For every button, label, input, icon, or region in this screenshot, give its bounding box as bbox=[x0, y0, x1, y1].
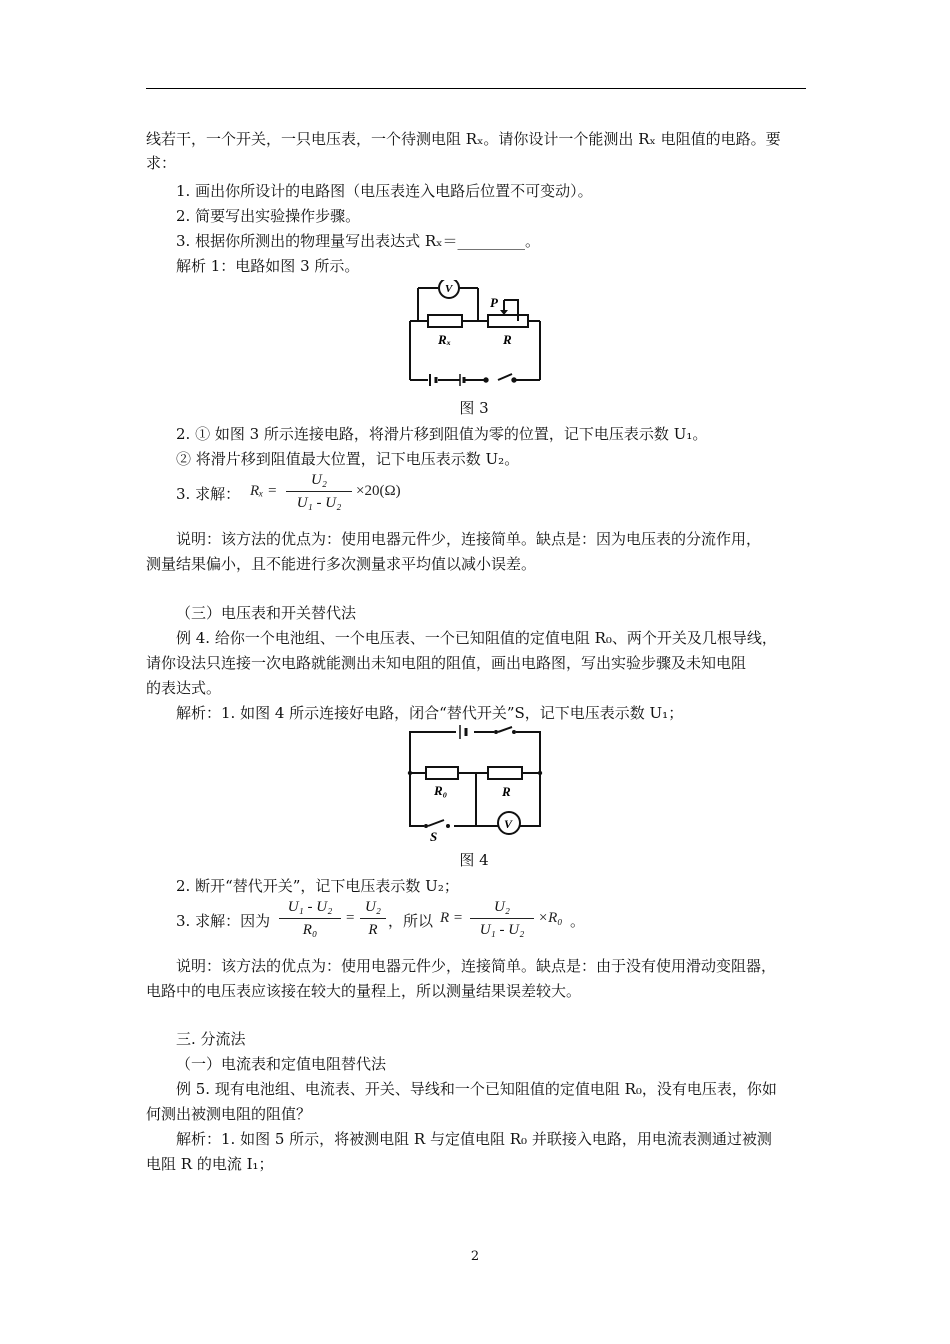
figure-4-caption: 图 4 bbox=[459, 851, 489, 869]
section-heading: （一）电流表和定值电阻替代法 bbox=[176, 1055, 387, 1073]
formula-2-fraction-left bbox=[279, 897, 341, 940]
text-line: 例 5. 现有电池组、电流表、开关、导线和一个已知阻值的定值电阻 R₀，没有电压表，你如 bbox=[176, 1080, 777, 1098]
fig3-label-rx: Rₓ bbox=[438, 332, 452, 347]
formula-2b-numerator: U₂ bbox=[364, 899, 382, 915]
formula-2-equals: = bbox=[346, 910, 355, 926]
section-heading: （三）电压表和开关替代法 bbox=[176, 604, 357, 622]
formula-2-numerator: U₁ - U₂ bbox=[287, 899, 333, 915]
formula-1-fraction bbox=[286, 470, 352, 513]
header-rule bbox=[146, 88, 806, 89]
formula-3-fraction bbox=[470, 897, 534, 940]
fig4-label-s: S bbox=[430, 829, 438, 844]
text-line: 测量结果偏小，且不能进行多次测量求平均值以减小误差。 bbox=[146, 555, 537, 573]
formula-3-denominator: U₁ - U₂ bbox=[479, 922, 525, 938]
text-line: 说明：该方法的优点为：使用电器元件少，连接简单。缺点是：由于没有使用滑动变阻器， bbox=[176, 957, 777, 975]
formula-2b-denominator: R bbox=[368, 922, 378, 938]
text-line: 2. 简要写出实验操作步骤。 bbox=[176, 207, 361, 225]
formula-3-tail: ×R₀ bbox=[538, 910, 563, 926]
text-line: 解析 1：电路如图 3 所示。 bbox=[176, 257, 360, 275]
figure-4-circuit bbox=[404, 724, 550, 844]
text-line: 请你设法只连接一次电路就能测出未知电阻的阻值，画出电路图，写出实验步骤及未知电阻 bbox=[146, 654, 747, 672]
formula-1-tail: ×20(Ω) bbox=[356, 483, 401, 499]
text-line: 电路中的电压表应该接在较大的量程上，所以测量结果误差较大。 bbox=[146, 982, 582, 1000]
fig3-label-p: P bbox=[490, 295, 498, 310]
text-line: 电阻 R 的电流 I₁； bbox=[146, 1155, 274, 1173]
text-line: 线若干，一个开关，一只电压表，一个待测电阻 Rₓ。请你设计一个能测出 Rₓ 电阻值的电路。要 bbox=[146, 130, 781, 148]
figure-3-circuit bbox=[400, 280, 550, 390]
fig3-label-v: V bbox=[445, 283, 453, 295]
formula-2-denominator: R₀ bbox=[302, 922, 318, 938]
text-line: 说明：该方法的优点为：使用电器元件少，连接简单。缺点是：因为电压表的分流作用， bbox=[176, 530, 762, 548]
text-line: 解析：1. 如图 5 所示，将被测电阻 R 与定值电阻 R₀ 并联接入电路，用电流表测通过被测 bbox=[176, 1130, 772, 1148]
text-line: 3. 根据你所测出的物理量写出表达式 Rₓ＝_________。 bbox=[176, 232, 541, 250]
fig4-label-v: V bbox=[504, 817, 513, 831]
fig4-label-r0: R₀ bbox=[434, 783, 448, 798]
text-line: 何测出被测电阻的阻值？ bbox=[146, 1105, 312, 1123]
text-line: 1. 画出你所设计的电路图（电压表连入电路后位置不可变动）。 bbox=[176, 182, 593, 200]
text-line: 解析：1. 如图 4 所示连接好电路，闭合“替代开关”S，记下电压表示数 U₁； bbox=[176, 704, 684, 722]
fig3-label-r: R bbox=[503, 332, 512, 347]
text-line: 例 4. 给你一个电池组、一个电压表、一个已知阻值的定值电阻 R₀、两个开关及几根导线， bbox=[176, 629, 777, 647]
text-line: 3. 求解： bbox=[176, 485, 241, 503]
fig4-label-r: R bbox=[502, 784, 511, 799]
formula-1-numerator: U₂ bbox=[310, 472, 328, 488]
text-line: 的表达式。 bbox=[146, 679, 222, 697]
text-line: 求： bbox=[146, 154, 177, 172]
text-line: ，所以 bbox=[388, 912, 434, 930]
formula-2-fraction-right bbox=[360, 897, 386, 940]
formula-1-denominator: U₁ - U₂ bbox=[296, 495, 342, 511]
formula-3-lhs: R = bbox=[440, 910, 464, 926]
formula-3-numerator: U₂ bbox=[493, 899, 511, 915]
section-heading: 三. 分流法 bbox=[176, 1030, 246, 1048]
text-line: ② 将滑片移到阻值最大位置，记下电压表示数 U₂。 bbox=[176, 450, 520, 468]
text-line: 2. ① 如图 3 所示连接电路，将滑片移到阻值为零的位置，记下电压表示数 U₁。 bbox=[176, 425, 708, 443]
text-line: 2. 断开“替代开关”，记下电压表示数 U₂； bbox=[176, 877, 459, 895]
text-line: 。 bbox=[570, 912, 586, 930]
formula-1-lhs: Rₓ = bbox=[250, 483, 278, 499]
text-line: 3. 求解：因为 bbox=[176, 912, 271, 930]
figure-3-caption: 图 3 bbox=[459, 399, 489, 417]
page-number: 2 bbox=[470, 1249, 480, 1264]
